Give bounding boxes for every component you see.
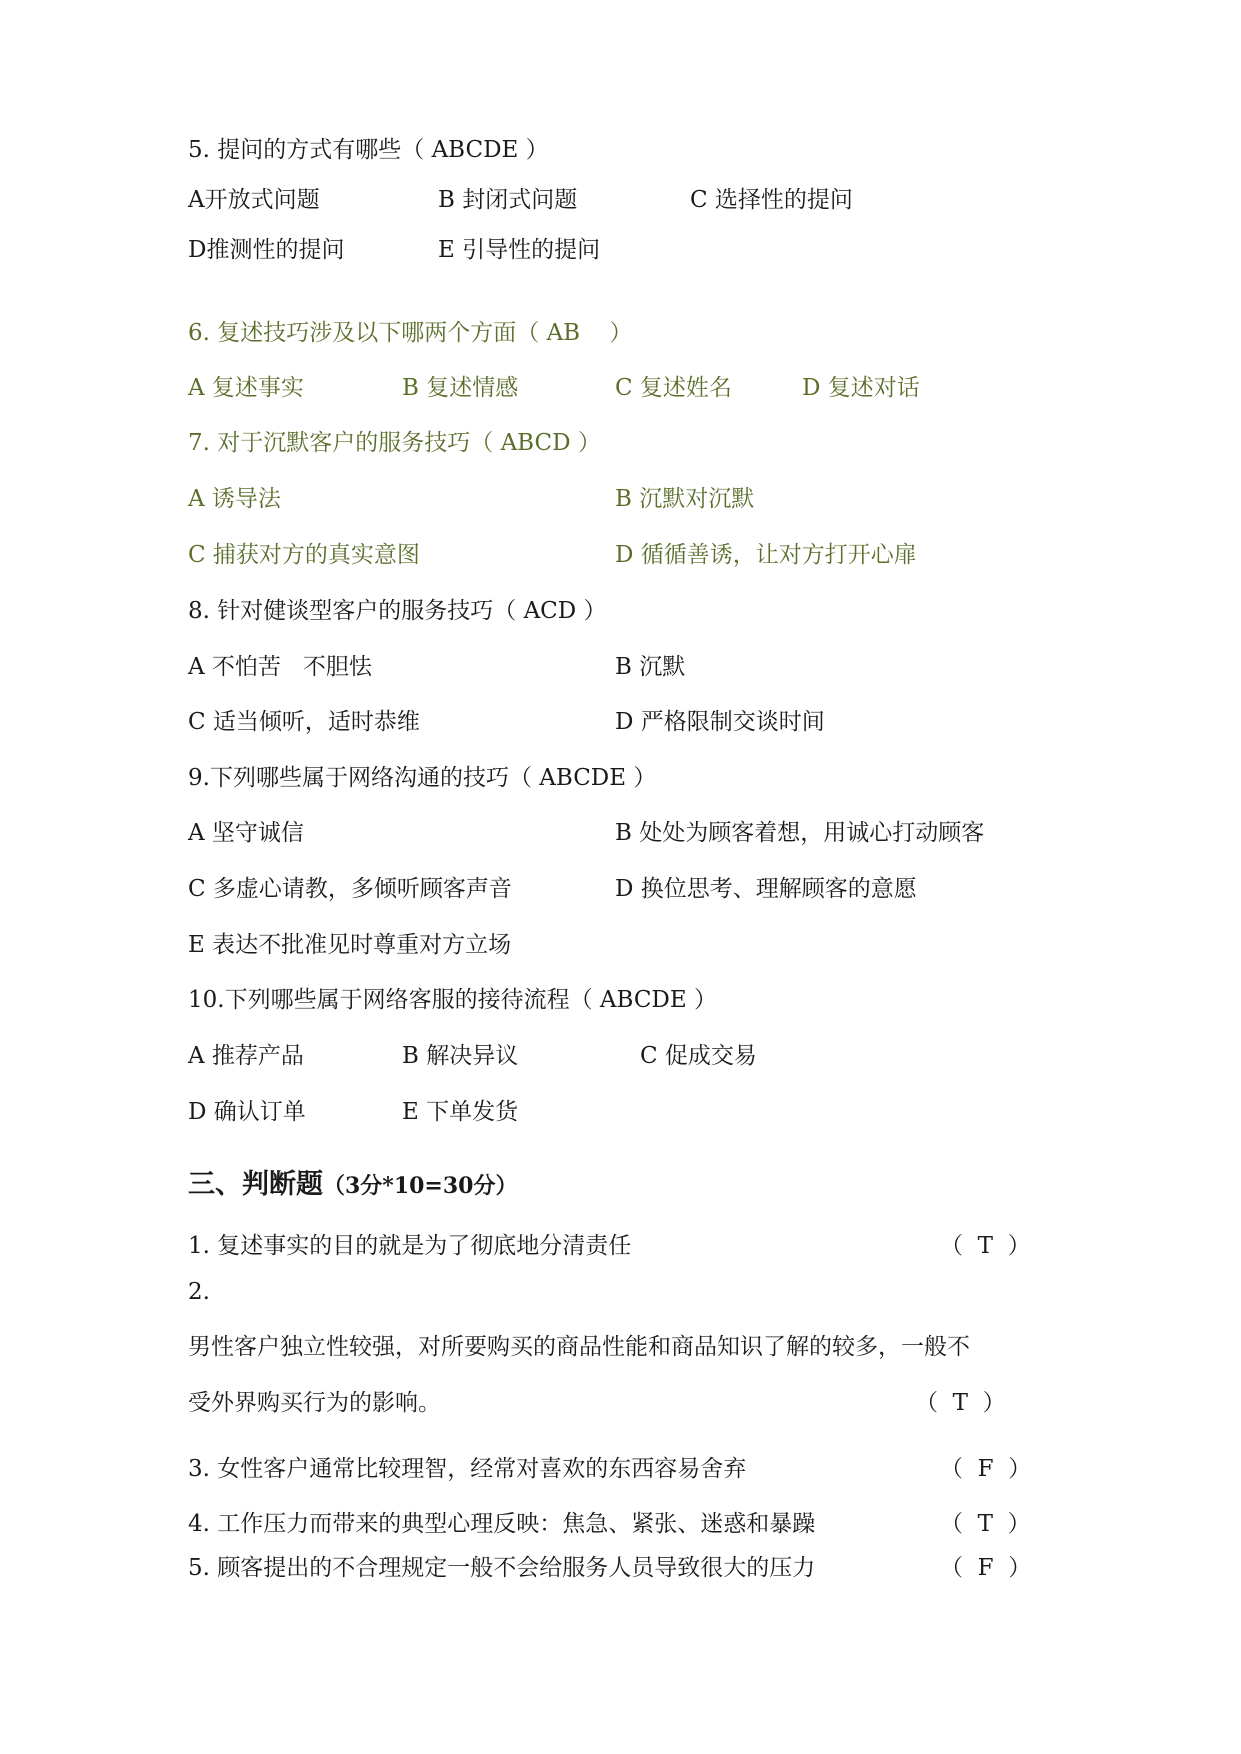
mc-q6-option-d: D 复述对话 [802, 375, 920, 401]
tf-q4-text: 4. 工作压力而带来的典型心理反映：焦急、紧张、迷惑和暴躁 [188, 1511, 816, 1537]
mc-q7-option-d: D 循循善诱，让对方打开心扉 [615, 542, 917, 568]
tf-q5-answer: （ F ） [940, 1555, 1032, 1581]
mc-q7-option-b: B 沉默对沉默 [615, 486, 755, 512]
tf-q2-answer: （ T ） [915, 1390, 1006, 1416]
mc-q6-option-c: C 复述姓名 [615, 375, 732, 401]
mc-q8-option-b: B 沉默 [615, 654, 686, 680]
section-score: （3分*10=30分） [323, 1173, 518, 1199]
mc-q8-option-d: D 严格限制交谈时间 [615, 709, 825, 735]
tf-q4-answer: （ T ） [940, 1511, 1031, 1537]
mc-q6-stem: 6. 复述技巧涉及以下哪两个方面（ AB ） [188, 320, 633, 346]
tf-q3-answer: （ F ） [940, 1456, 1032, 1482]
tf-q2-number: 2. [188, 1279, 210, 1305]
mc-q10-stem: 10.下列哪些属于网络客服的接待流程（ ABCDE ） [188, 987, 717, 1013]
mc-q9-option-a: A 坚守诚信 [188, 820, 304, 846]
mc-q10-option-e: E 下单发货 [402, 1099, 519, 1125]
mc-q10-option-c: C 促成交易 [640, 1043, 757, 1069]
tf-q2-text-line1: 男性客户独立性较强，对所要购买的商品性能和商品知识了解的较多，一般不 [188, 1334, 970, 1360]
mc-q5-option-e: E 引导性的提问 [438, 237, 601, 263]
mc-q10-option-a: A 推荐产品 [188, 1043, 304, 1069]
mc-q6-option-a: A 复述事实 [188, 375, 304, 401]
tf-q1-text: 1. 复述事实的目的就是为了彻底地分清责任 [188, 1233, 632, 1259]
mc-q10-option-d: D 确认订单 [188, 1099, 306, 1125]
mc-q5-option-c: C 选择性的提问 [690, 187, 853, 213]
tf-q5-text: 5. 顾客提出的不合理规定一般不会给服务人员导致很大的压力 [188, 1555, 816, 1581]
tf-q3-text: 3. 女性客户通常比较理智，经常对喜欢的东西容易舍弃 [188, 1456, 747, 1482]
mc-q5-option-a: A开放式问题 [188, 187, 320, 213]
mc-q9-option-b: B 处处为顾客着想，用诚心打动顾客 [615, 820, 985, 846]
mc-q9-option-e: E 表达不批准见时尊重对方立场 [188, 932, 512, 958]
mc-q5-option-d: D推测性的提问 [188, 237, 345, 263]
tf-q1-answer: （ T ） [940, 1233, 1031, 1259]
section-title: 三、判断题 [188, 1169, 323, 1200]
mc-q10-option-b: B 解决异议 [402, 1043, 519, 1069]
mc-q6-option-b: B 复述情感 [402, 375, 519, 401]
section-heading-true-false [188, 1168, 517, 1203]
mc-q5-stem: 5. 提问的方式有哪些（ ABCDE ） [188, 137, 549, 163]
mc-q7-option-c: C 捕获对方的真实意图 [188, 542, 420, 568]
mc-q9-stem: 9.下列哪些属于网络沟通的技巧（ ABCDE ） [188, 765, 657, 791]
mc-q5-option-b: B 封闭式问题 [438, 187, 578, 213]
tf-q2-text-line2: 受外界购买行为的影响。 [188, 1390, 441, 1416]
mc-q9-option-c: C 多虚心请教，多倾听顾客声音 [188, 876, 512, 902]
mc-q8-stem: 8. 针对健谈型客户的服务技巧（ ACD ） [188, 598, 607, 624]
mc-q7-stem: 7. 对于沉默客户的服务技巧（ ABCD ） [188, 430, 601, 456]
mc-q8-option-c: C 适当倾听，适时恭维 [188, 709, 420, 735]
mc-q8-option-a: A 不怕苦 不胆怯 [188, 654, 372, 680]
mc-q9-option-d: D 换位思考、理解顾客的意愿 [615, 876, 917, 902]
mc-q7-option-a: A 诱导法 [188, 486, 281, 512]
